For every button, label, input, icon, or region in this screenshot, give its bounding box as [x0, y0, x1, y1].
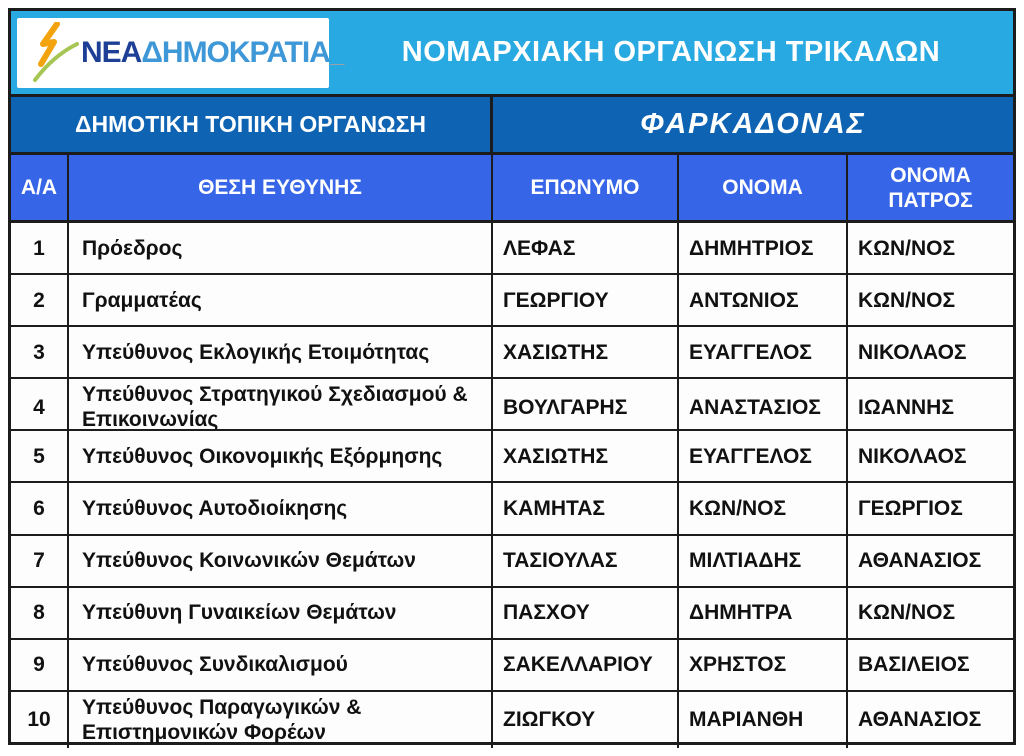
cell-index: 1 [11, 223, 69, 273]
col-header-first-name: ΟΝΟΜΑ [679, 155, 848, 220]
table-row [11, 536, 1013, 588]
cell-first-name: ΑΝΑΣΤΑΣΙΟΣ [679, 379, 848, 435]
table-row [11, 431, 1013, 483]
col-header-index: Α/Α [11, 155, 69, 220]
nd-logo [17, 18, 344, 88]
cell-first-name: ΧΡΗΣΤΟΣ [679, 640, 848, 690]
cell-father-name: ΒΑΣΙΛΕΙΟΣ [858, 653, 970, 677]
cell-father-name: ΑΘΑΝΑΣΙΟΣ [858, 549, 982, 573]
cell-father-name: ΓΕΩΡΓΙΟΣ [858, 497, 963, 521]
table-row [11, 379, 1013, 431]
table-body [11, 223, 1013, 742]
table-header-row [11, 155, 1013, 223]
top-header-band [11, 11, 1013, 97]
cell-position: Υπεύθυνος Αυτοδιοίκησης [69, 483, 493, 533]
cell-position: Υπεύθυνος Οικονομικής Εξόρμησης [69, 431, 493, 481]
cell-index: 10 [11, 692, 69, 748]
cell-father-name: ΚΩΝ/ΝΟΣ [858, 236, 956, 260]
table-row [11, 588, 1013, 640]
table-row [11, 275, 1013, 327]
cell-index: 2 [11, 275, 69, 325]
cell-position: Υπεύθυνος Κοινωνικών Θεμάτων [69, 536, 493, 586]
page-title: ΝΟΜΑΡΧΙΑΚΗ ΟΡΓΑΝΩΣΗ ΤΡΙΚΑΛΩΝ [401, 36, 941, 68]
cell-index: 8 [11, 588, 69, 638]
cell-father-name: ΚΩΝ/ΝΟΣ [858, 288, 956, 312]
table-row [11, 327, 1013, 379]
cell-position: Υπεύθυνη Γυναικείων Θεμάτων [69, 588, 493, 638]
document-sheet [8, 8, 1016, 745]
cell-first-name: ΜΑΡΙΑΝΘΗ [679, 692, 848, 748]
nd-flame-icon [27, 22, 79, 84]
table-row [11, 223, 1013, 275]
table-row [11, 483, 1013, 535]
cell-position: Γραμματέας [69, 275, 493, 325]
cell-father-name: ΑΘΑΝΑΣΙΟΣ [858, 708, 982, 732]
cell-first-name: ΕΥΑΓΓΕΛΟΣ [679, 431, 848, 481]
cell-first-name: ΔΗΜΗΤΡΑ [679, 588, 848, 638]
cell-father-name: ΝΙΚΟΛΑΟΣ [858, 340, 967, 364]
cell-surname: ΚΑΜΗΤΑΣ [493, 483, 679, 533]
cell-position: Υπεύθυνος Εκλογικής Ετοιμότητας [69, 327, 493, 377]
logo-suffix: _ [329, 37, 344, 68]
cell-position: Υπεύθυνος Παραγωγικών & Επιστημονικών Φορέων [69, 692, 493, 748]
cell-surname: ΧΑΣΙΩΤΗΣ [493, 327, 679, 377]
col-header-surname: ΕΠΩΝΥΜΟ [493, 155, 679, 220]
cell-first-name: ΚΩΝ/ΝΟΣ [679, 483, 848, 533]
cell-index: 4 [11, 379, 69, 435]
cell-index: 7 [11, 536, 69, 586]
cell-surname: ΖΙΩΓΚΟΥ [493, 692, 679, 748]
nd-logo-text [81, 35, 344, 69]
cell-first-name: ΜΙΛΤΙΑΔΗΣ [679, 536, 848, 586]
cell-first-name: ΕΥΑΓΓΕΛΟΣ [679, 327, 848, 377]
col-header-position: ΘΕΣΗ ΕΥΘΥΝΗΣ [69, 155, 493, 220]
logo-part-dimokratia: ΔΗΜΟΚΡΑΤΙΑ [141, 35, 330, 69]
cell-surname: ΤΑΣΙΟΥΛΑΣ [493, 536, 679, 586]
cell-first-name: ΑΝΤΩΝΙΟΣ [679, 275, 848, 325]
cell-surname: ΛΕΦΑΣ [493, 223, 679, 273]
cell-index: 6 [11, 483, 69, 533]
cell-father-name: ΚΩΝ/ΝΟΣ [858, 601, 956, 625]
cell-first-name: ΔΗΜΗΤΡΙΟΣ [679, 223, 848, 273]
cell-position: Υπεύθυνος Συνδικαλισμού [69, 640, 493, 690]
local-organization-label: ΔΗΜΟΤΙΚΗ ΤΟΠΙΚΗ ΟΡΓΑΝΩΣΗ [11, 97, 493, 152]
cell-father-name: ΝΙΚΟΛΑΟΣ [858, 444, 967, 468]
cell-position: Υπεύθυνος Στρατηγικού Σχεδιασμού & Επικοινωνίας [69, 379, 493, 435]
table-row [11, 692, 1013, 742]
col-header-father-name: ΟΝΟΜΑ ΠΑΤΡΟΣ [888, 163, 973, 212]
cell-index: 3 [11, 327, 69, 377]
subheader-band [11, 97, 1013, 155]
organization-name: ΦΑΡΚΑΔΟΝΑΣ [640, 108, 866, 140]
cell-index: 9 [11, 640, 69, 690]
cell-surname: ΠΑΣΧΟΥ [493, 588, 679, 638]
cell-father-name: ΙΩΑΝΝΗΣ [858, 395, 954, 419]
table-row [11, 640, 1013, 692]
cell-position: Πρόεδρος [69, 223, 493, 273]
cell-surname: ΒΟΥΛΓΑΡΗΣ [493, 379, 679, 435]
logo-part-nea: ΝΕΑ [81, 35, 142, 69]
cell-surname: ΧΑΣΙΩΤΗΣ [493, 431, 679, 481]
cell-surname: ΣΑΚΕΛΛΑΡΙΟΥ [493, 640, 679, 690]
cell-index: 5 [11, 431, 69, 481]
cell-surname: ΓΕΩΡΓΙΟΥ [493, 275, 679, 325]
